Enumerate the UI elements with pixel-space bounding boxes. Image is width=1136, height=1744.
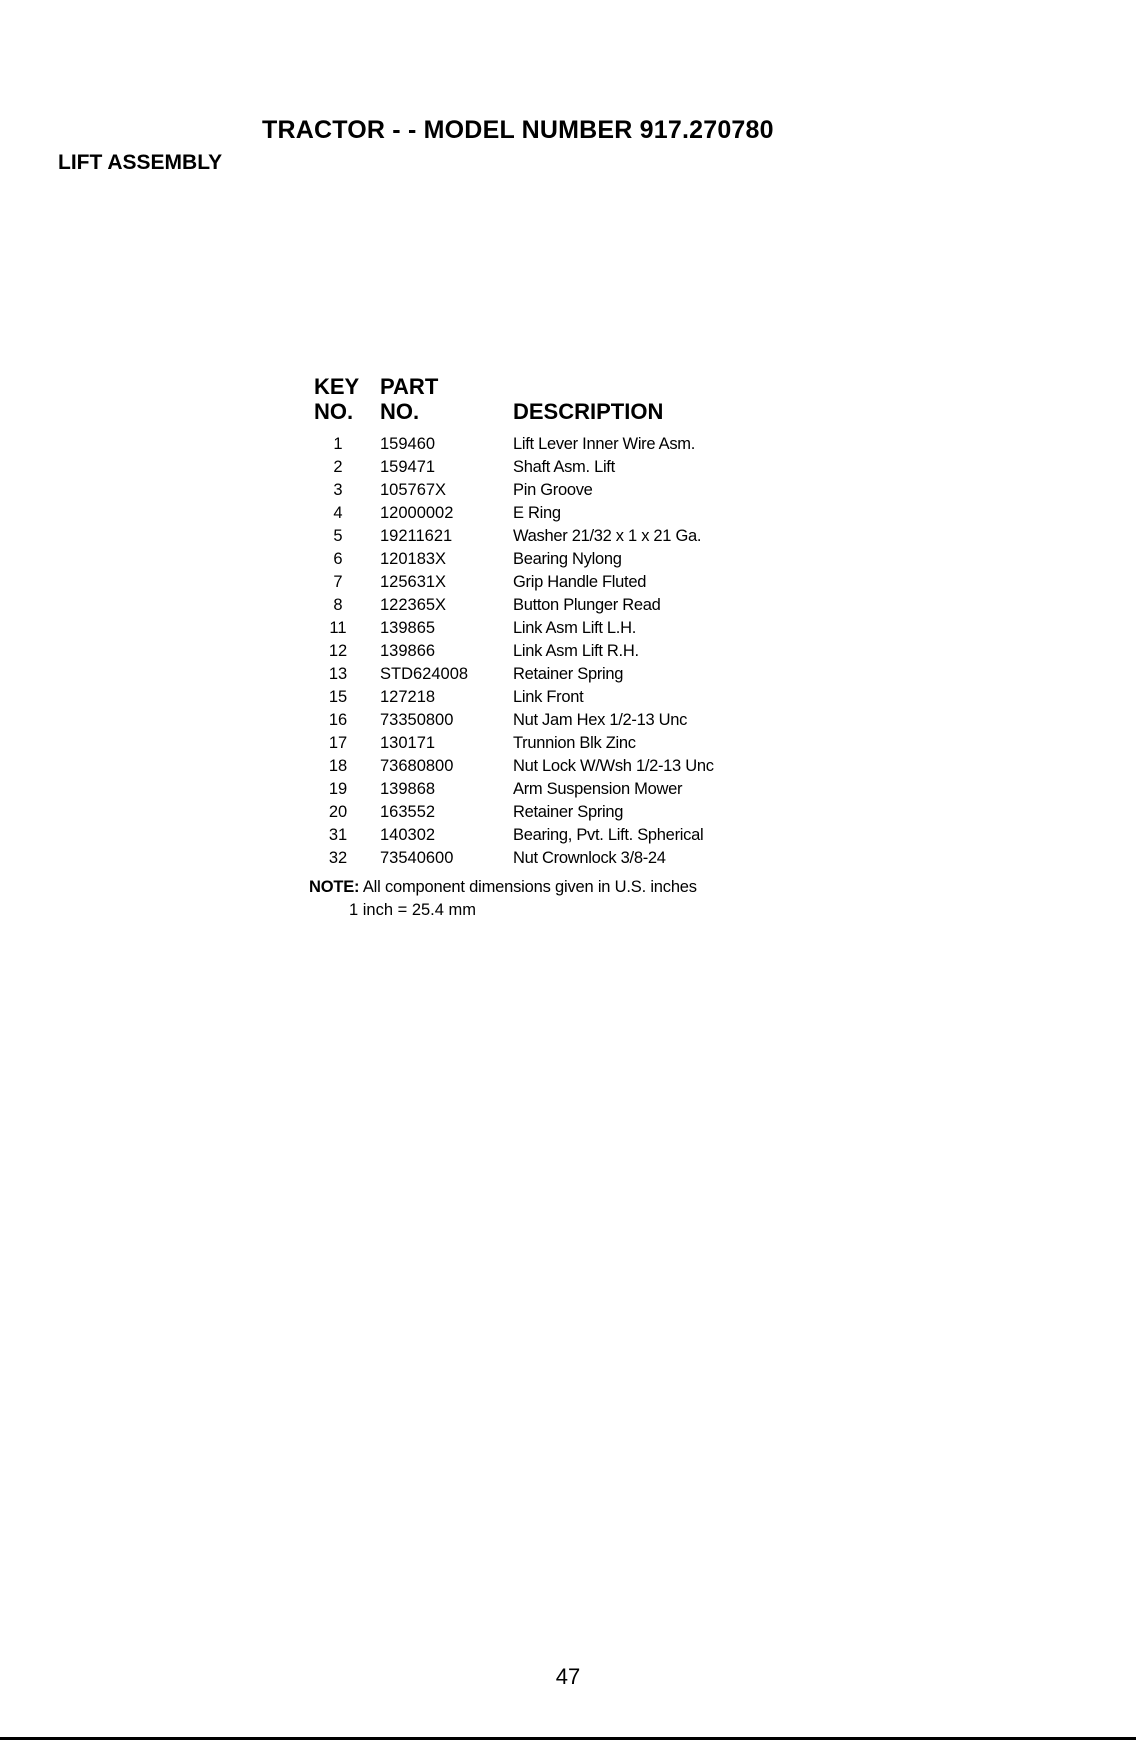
part-number: 12000002 bbox=[380, 504, 454, 522]
key-number: 7 bbox=[333, 573, 343, 591]
key-number: 11 bbox=[329, 619, 347, 637]
part-description: Washer 21/32 x 1 x 21 Ga. bbox=[513, 527, 702, 545]
parts-row bbox=[0, 801, 1136, 824]
part-description: Bearing, Pvt. Lift. Spherical bbox=[513, 826, 704, 844]
key-number: 18 bbox=[328, 757, 348, 775]
description-header: DESCRIPTION bbox=[513, 399, 664, 424]
dimensions-note bbox=[309, 878, 697, 897]
part-no-header-line1: PART bbox=[380, 374, 439, 399]
part-description: Arm Suspension Mower bbox=[513, 780, 683, 798]
part-number: 163552 bbox=[380, 803, 436, 821]
part-description: Link Asm Lift R.H. bbox=[513, 642, 639, 660]
parts-list bbox=[0, 433, 1136, 870]
part-no-header-line2: NO. bbox=[380, 399, 420, 424]
parts-row bbox=[0, 456, 1136, 479]
section-title: LIFT ASSEMBLY bbox=[58, 151, 223, 174]
key-number: 31 bbox=[328, 826, 348, 844]
part-description: Trunnion Blk Zinc bbox=[513, 734, 636, 752]
part-number: 73680800 bbox=[380, 757, 454, 775]
part-description: Retainer Spring bbox=[513, 665, 624, 683]
part-number: 122365X bbox=[380, 596, 447, 614]
parts-row bbox=[0, 548, 1136, 571]
page-title: TRACTOR - - MODEL NUMBER 917.270780 bbox=[262, 116, 774, 144]
parts-row bbox=[0, 525, 1136, 548]
key-number: 1 bbox=[333, 435, 343, 453]
part-description: Nut Crownlock 3/8-24 bbox=[513, 849, 666, 867]
key-number: 12 bbox=[328, 642, 348, 660]
part-number: 19211621 bbox=[380, 527, 453, 545]
key-number: 5 bbox=[333, 527, 343, 545]
parts-row bbox=[0, 663, 1136, 686]
parts-row bbox=[0, 502, 1136, 525]
part-description: E Ring bbox=[513, 504, 561, 522]
part-number: STD624008 bbox=[380, 665, 469, 683]
part-number: 105767X bbox=[380, 481, 447, 499]
part-number: 159471 bbox=[380, 458, 436, 476]
part-description: Nut Lock W/Wsh 1/2-13 Unc bbox=[513, 757, 714, 775]
key-no-header-line2: NO. bbox=[314, 399, 354, 424]
part-number: 125631X bbox=[380, 573, 447, 591]
key-number: 3 bbox=[333, 481, 343, 499]
parts-row bbox=[0, 824, 1136, 847]
key-number: 32 bbox=[328, 849, 348, 867]
part-number: 130171 bbox=[380, 734, 436, 752]
parts-row bbox=[0, 433, 1136, 456]
note-text: All component dimensions given in U.S. inches bbox=[359, 878, 697, 896]
key-number: 13 bbox=[328, 665, 348, 683]
part-description: Link Front bbox=[513, 688, 584, 706]
key-no-header-line1: KEY bbox=[314, 374, 360, 399]
parts-row bbox=[0, 479, 1136, 502]
key-number: 2 bbox=[333, 458, 343, 476]
page-number: 47 bbox=[555, 1664, 581, 1689]
part-description: Pin Groove bbox=[513, 481, 593, 499]
part-number: 159460 bbox=[380, 435, 436, 453]
key-number: 17 bbox=[328, 734, 348, 752]
part-description: Nut Jam Hex 1/2-13 Unc bbox=[513, 711, 688, 729]
part-description: Bearing Nylong bbox=[513, 550, 622, 568]
key-number: 16 bbox=[328, 711, 348, 729]
part-description: Link Asm Lift L.H. bbox=[513, 619, 636, 637]
part-number: 140302 bbox=[380, 826, 436, 844]
part-description: Button Plunger Read bbox=[513, 596, 661, 614]
key-number: 20 bbox=[328, 803, 348, 821]
part-number: 127218 bbox=[380, 688, 436, 706]
part-number: 139865 bbox=[380, 619, 436, 637]
part-number: 139868 bbox=[380, 780, 436, 798]
parts-row bbox=[0, 709, 1136, 732]
unit-conversion-note: 1 inch = 25.4 mm bbox=[349, 901, 477, 919]
bottom-rule bbox=[0, 1737, 1136, 1740]
part-description: Shaft Asm. Lift bbox=[513, 458, 615, 476]
parts-row bbox=[0, 686, 1136, 709]
part-description: Grip Handle Fluted bbox=[513, 573, 647, 591]
part-description: Retainer Spring bbox=[513, 803, 624, 821]
part-description: Lift Lever Inner Wire Asm. bbox=[513, 435, 696, 453]
key-number: 4 bbox=[333, 504, 343, 522]
parts-row bbox=[0, 594, 1136, 617]
parts-row bbox=[0, 778, 1136, 801]
key-number: 15 bbox=[328, 688, 348, 706]
key-number: 19 bbox=[328, 780, 348, 798]
part-number: 139866 bbox=[380, 642, 436, 660]
part-number: 73350800 bbox=[380, 711, 454, 729]
parts-row bbox=[0, 571, 1136, 594]
part-number: 73540600 bbox=[380, 849, 454, 867]
parts-row bbox=[0, 617, 1136, 640]
part-number: 120183X bbox=[380, 550, 447, 568]
key-number: 8 bbox=[333, 596, 343, 614]
note-label: NOTE: bbox=[309, 878, 360, 896]
parts-row bbox=[0, 732, 1136, 755]
parts-row bbox=[0, 640, 1136, 663]
parts-row bbox=[0, 755, 1136, 778]
key-number: 6 bbox=[333, 550, 343, 568]
parts-row bbox=[0, 847, 1136, 870]
